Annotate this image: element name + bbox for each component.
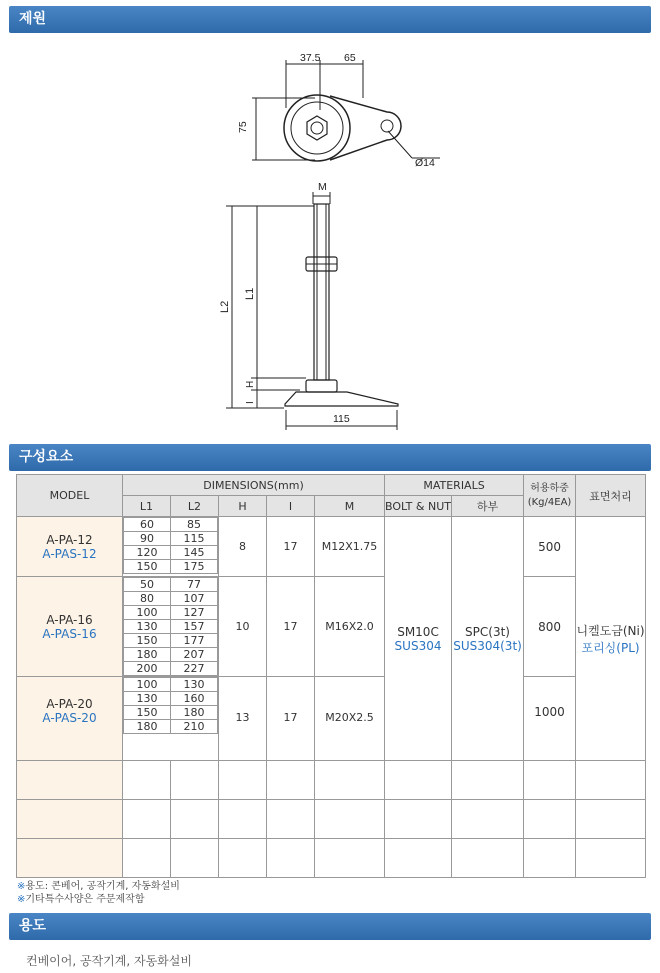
technical-drawing (0, 38, 660, 440)
dim-m: M (318, 181, 327, 193)
i-value: 17 (267, 517, 315, 577)
header-m: M (315, 496, 385, 517)
section-title: 구성요소 (19, 449, 74, 465)
dim-75: 75 (237, 121, 249, 133)
dim-115: 115 (333, 413, 350, 425)
header-load: 허용하중 (Kg/4EA) (524, 475, 576, 517)
load-value: 1000 (524, 677, 576, 761)
model-name-sus: A-PAS-12 (42, 546, 97, 561)
header-surface: 표면처리 (576, 475, 646, 517)
model-name: A-PA-16 (46, 612, 93, 627)
i-value: 17 (267, 677, 315, 761)
header-i: I (267, 496, 315, 517)
h-value: 10 (219, 577, 267, 677)
l-values: 60 85 90 115 120 145 150 175 (123, 517, 219, 577)
model-cell (17, 517, 123, 577)
model-name-sus: A-PAS-16 (42, 626, 97, 641)
header-l2: L2 (171, 496, 219, 517)
surface-treatment: 니켈도금(Ni) 포리싱(PL) (576, 517, 646, 761)
section-title: 제원 (19, 11, 47, 27)
header-l1: L1 (123, 496, 171, 517)
m-value: M12X1.75 (315, 517, 385, 577)
base-material: SPC(3t) SUS304(3t) (452, 517, 524, 761)
m-value: M20X2.5 (315, 677, 385, 761)
m-value: M16X2.0 (315, 577, 385, 677)
i-value: 17 (267, 577, 315, 677)
l-values: 50 77 80 107 100 127 130 157 150 177 180 207 200 227 (123, 577, 219, 677)
note-usage: ※용도: 콘베어, 공작기계, 자동화설비 (17, 881, 180, 892)
empty-row (17, 800, 646, 839)
bolt-material: SM10C SUS304 (385, 517, 452, 761)
model-name: A-PA-12 (46, 532, 93, 547)
usage-text: 컨베이어, 공작기계, 자동화설비 (26, 954, 192, 968)
section-header-components (9, 444, 651, 471)
header-model: MODEL (17, 475, 123, 517)
model-name: A-PA-20 (46, 697, 93, 711)
header-materials: MATERIALS (385, 475, 524, 496)
table-row (17, 517, 646, 577)
model-cell (17, 577, 123, 677)
l-values: 100 130 130 160 150 180 180 210 (123, 677, 219, 761)
load-value: 800 (524, 577, 576, 677)
empty-row (17, 761, 646, 800)
spec-table (16, 474, 646, 878)
header-base: 하부 (452, 496, 524, 517)
load-value: 500 (524, 517, 576, 577)
dim-l1: L1 (244, 287, 256, 300)
header-h: H (219, 496, 267, 517)
dim-37-5: 37.5 (300, 52, 321, 64)
dim-hole: Ø14 (415, 157, 435, 169)
empty-row (17, 839, 646, 878)
dim-i: I (245, 401, 256, 404)
h-value: 13 (219, 677, 267, 761)
model-name-sus: A-PAS-20 (42, 711, 97, 725)
section-header-usage (9, 913, 651, 940)
note-custom: ※기타특수사양은 주문제작함 (17, 894, 145, 905)
dim-h: H (245, 380, 256, 388)
section-header-spec (9, 6, 651, 33)
header-dimensions: DIMENSIONS(mm) (123, 475, 385, 496)
model-cell (17, 677, 123, 761)
table-row (17, 677, 646, 761)
header-bolt-nut: BOLT & NUT (385, 496, 452, 517)
dim-l2: L2 (219, 300, 231, 313)
h-value: 8 (219, 517, 267, 577)
section-title: 용도 (19, 918, 47, 934)
table-row (17, 577, 646, 677)
dim-65: 65 (344, 52, 356, 64)
